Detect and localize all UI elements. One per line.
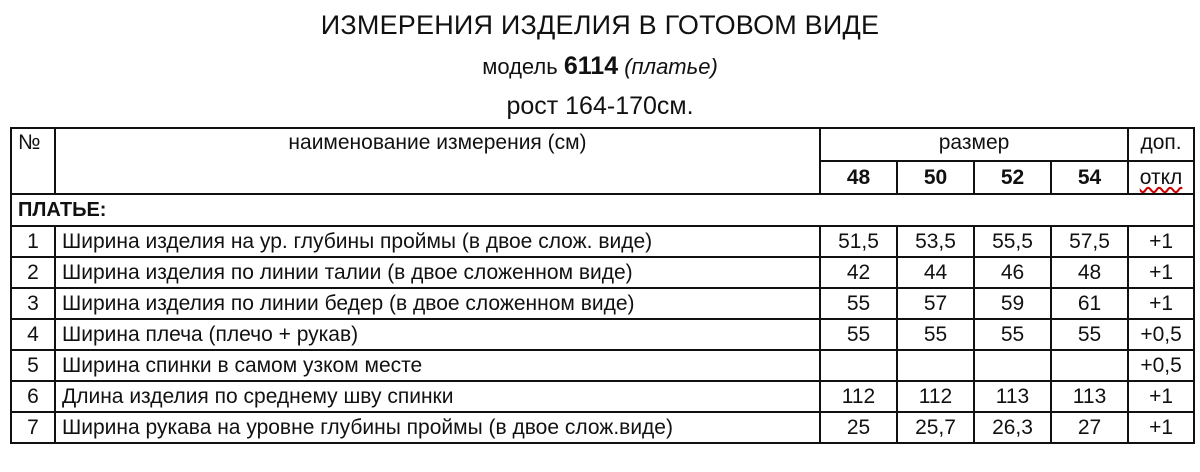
row-value: 113 [974,381,1051,412]
row-num: 1 [11,226,55,257]
size-48-header: 48 [820,161,897,194]
row-value: 59 [974,288,1051,319]
row-value: 55 [820,319,897,350]
table-row [11,226,1194,257]
row-tolerance: +0,5 [1128,319,1194,350]
row-num: 3 [11,288,55,319]
row-value: 57 [897,288,974,319]
table-row [11,412,1194,443]
row-name: Ширина рукава на уровне глубины проймы (в двое слож.виде) [55,412,820,443]
table-row [11,350,1194,381]
row-value: 44 [897,257,974,288]
row-value: 55 [1051,319,1128,350]
row-tolerance: +1 [1128,288,1194,319]
row-value: 55 [974,319,1051,350]
row-name: Ширина изделия по линии талии (в двое сложенном виде) [55,257,820,288]
row-value [897,350,974,381]
row-value [820,350,897,381]
table-row [11,288,1194,319]
row-value: 55,5 [974,226,1051,257]
col-tol-header-top: доп. [1128,128,1194,161]
col-tol-header-bottom [1128,161,1194,194]
row-value: 55 [897,319,974,350]
col-size-header: размер [820,128,1128,161]
row-value: 48 [1051,257,1128,288]
page-title: ИЗМЕРЕНИЯ ИЗДЕЛИЯ В ГОТОВОМ ВИДЕ [320,10,880,40]
row-name: Ширина плеча (плечо + рукав) [55,319,820,350]
row-value: 57,5 [1051,226,1128,257]
row-num: 6 [11,381,55,412]
row-name: Ширина изделия на ур. глубины проймы (в двое слож. виде) [55,226,820,257]
model-prefix: модель [482,54,558,79]
table-row [11,257,1194,288]
row-name: Длина изделия по среднему шву спинки [55,381,820,412]
measurements-table [10,127,1195,444]
size-52-header: 52 [974,161,1051,194]
row-value: 112 [820,381,897,412]
row-value: 51,5 [820,226,897,257]
col-tol-label: откл [1139,165,1183,189]
row-num: 4 [11,319,55,350]
row-value [974,350,1051,381]
row-value [1051,350,1128,381]
row-num: 5 [11,350,55,381]
row-value: 46 [974,257,1051,288]
table-row [11,381,1194,412]
height-range: рост 164-170см. [506,92,694,120]
row-tolerance: +1 [1128,412,1194,443]
row-value: 112 [897,381,974,412]
size-50-header: 50 [897,161,974,194]
table-row [11,319,1194,350]
row-tolerance: +1 [1128,226,1194,257]
row-name: Ширина изделия по линии бедер (в двое сложенном виде) [55,288,820,319]
row-tolerance: +1 [1128,257,1194,288]
row-value: 25 [820,412,897,443]
row-name: Ширина спинки в самом узком месте [55,350,820,381]
row-value: 27 [1051,412,1128,443]
row-value: 25,7 [897,412,974,443]
model-line [0,52,1200,81]
row-num: 7 [11,412,55,443]
size-54-header: 54 [1051,161,1128,194]
section-title: ПЛАТЬЕ: [11,194,1194,226]
col-num-header: № [11,128,55,194]
row-value: 61 [1051,288,1128,319]
model-type: (платье) [624,54,718,79]
row-value: 26,3 [974,412,1051,443]
model-number: 6114 [563,52,619,80]
row-value: 55 [820,288,897,319]
row-tolerance: +1 [1128,381,1194,412]
row-num: 2 [11,257,55,288]
row-value: 113 [1051,381,1128,412]
row-value: 53,5 [897,226,974,257]
row-tolerance: +0,5 [1128,350,1194,381]
row-value: 42 [820,257,897,288]
col-name-header: наименование измерения (см) [55,128,820,194]
